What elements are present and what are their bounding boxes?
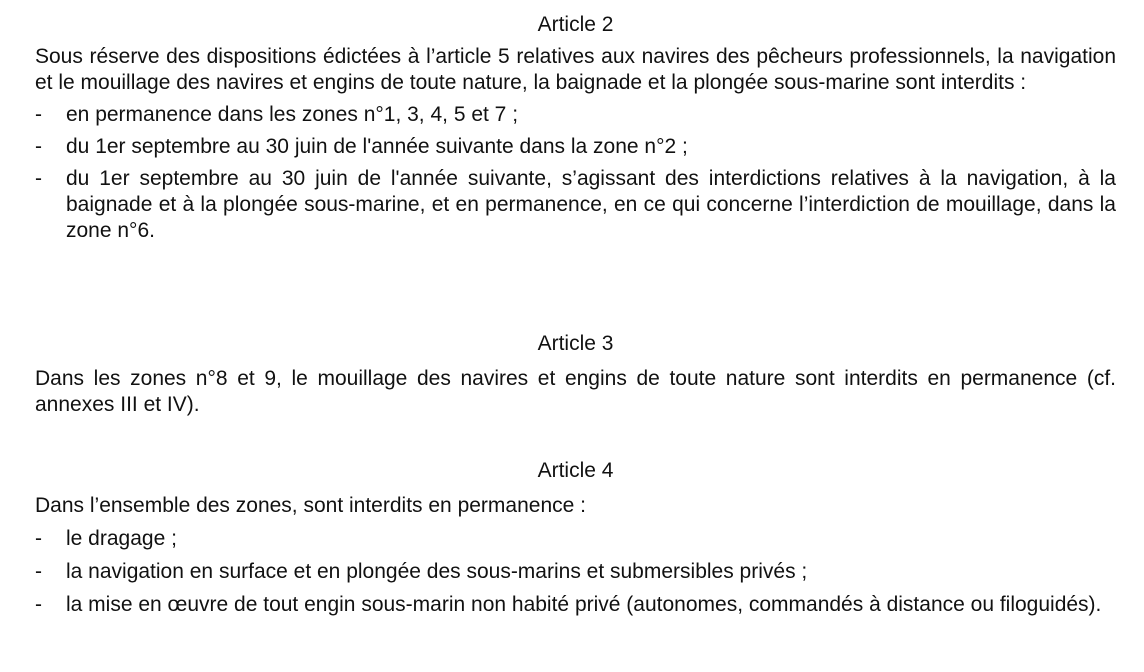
article-2-heading: Article 2 [537, 13, 614, 36]
list-item [35, 559, 1116, 585]
list-item [35, 526, 1116, 552]
article-4-list [35, 526, 1116, 618]
article-3 [35, 331, 1116, 418]
list-item [35, 592, 1116, 618]
article-2-intro: Sous réserve des dispositions édictées à l’article 5 relatives aux navires des pêcheurs professionnels, la navigation et le mouillage des navires et engins de toute nature, la baignade et la plongée sous-marine sont interdits : [35, 45, 1116, 94]
article-2 [35, 12, 1116, 244]
dash-bullet: - [35, 167, 42, 190]
article-3-heading: Article 3 [537, 332, 614, 355]
list-item-text: le dragage ; [66, 527, 177, 550]
dash-bullet: - [35, 135, 42, 158]
list-item-text: la navigation en surface et en plongée des sous-marins et submersibles privés ; [66, 560, 808, 583]
article-4 [35, 458, 1116, 618]
dash-bullet: - [35, 527, 42, 550]
list-item-text: du 1er septembre au 30 juin de l'année suivante dans la zone n°2 ; [66, 135, 688, 158]
list-item-text: du 1er septembre au 30 juin de l'année suivante, s’agissant des interdictions relatives à la navigation, à la baignade et à la plongée sous-marine, et en permanence, en ce qui concerne l’interdiction de mouillage, dans la zone n°6. [66, 167, 1116, 242]
article-4-intro: Dans l’ensemble des zones, sont interdits en permanence : [35, 494, 586, 517]
dash-bullet: - [35, 593, 42, 616]
list-item-text: en permanence dans les zones n°1, 3, 4, 5 et 7 ; [66, 103, 519, 126]
article-3-body: Dans les zones n°8 et 9, le mouillage des navires et engins de toute nature sont interdits en permanence (cf. annexes III et IV). [35, 367, 1116, 416]
list-item [35, 134, 1116, 160]
list-item [35, 166, 1116, 244]
dash-bullet: - [35, 103, 42, 126]
article-2-list [35, 102, 1116, 244]
dash-bullet: - [35, 560, 42, 583]
article-4-heading: Article 4 [537, 459, 614, 482]
list-item [35, 102, 1116, 128]
list-item-text: la mise en œuvre de tout engin sous-marin non habité privé (autonomes, commandés à distance ou filoguidés). [66, 593, 1102, 616]
